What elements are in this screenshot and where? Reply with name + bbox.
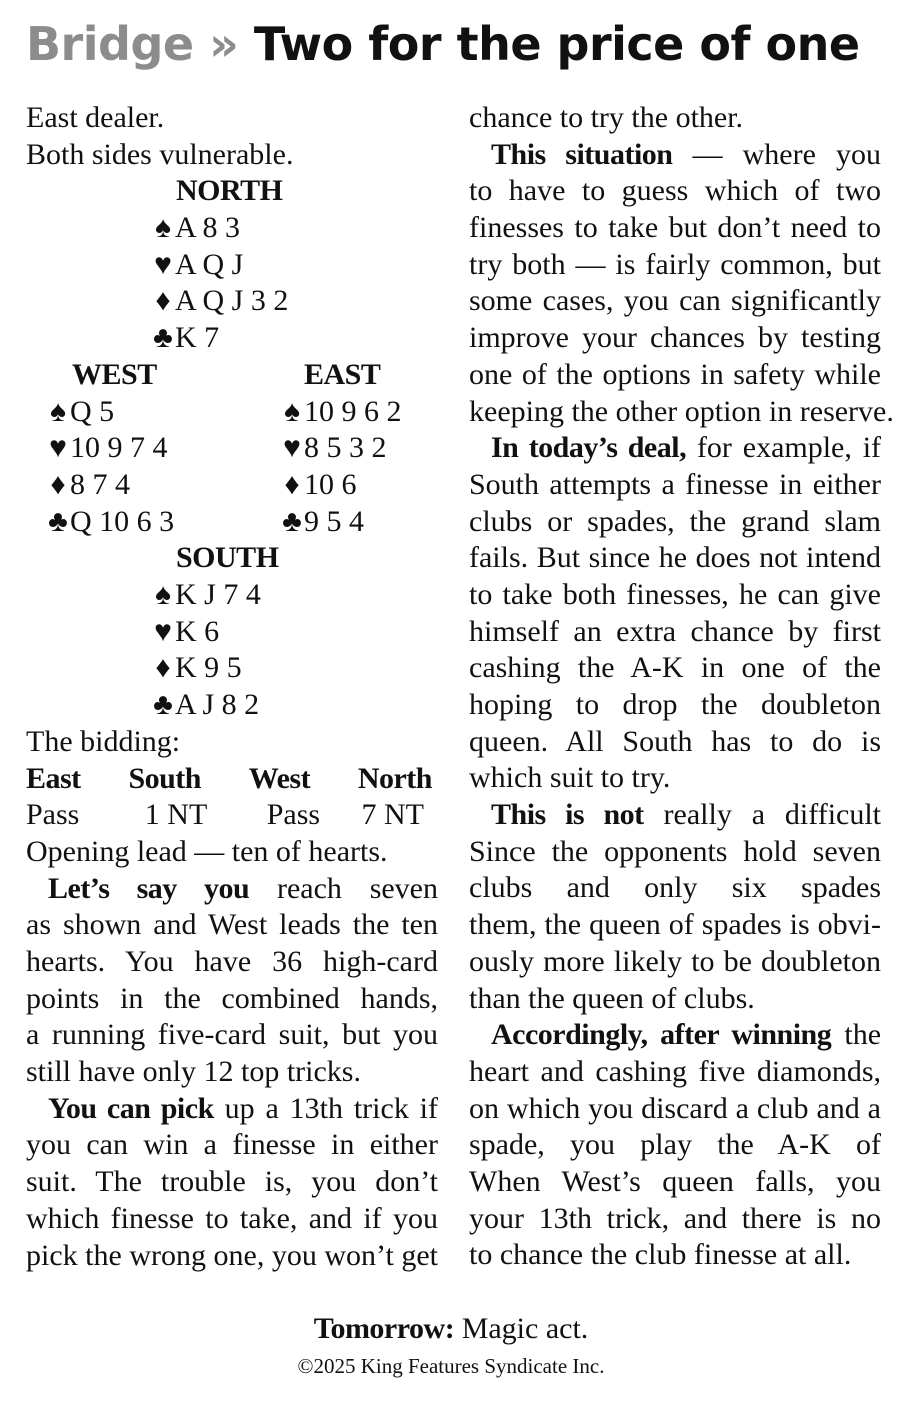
paragraph-line: as shown and West leads the ten [26, 908, 438, 942]
paragraph-lead: Accordingly, after winning [491, 1018, 832, 1052]
paragraph-line: This is not really a difficult [491, 798, 881, 832]
player-south: South [128, 761, 201, 795]
heart-icon: ♥ [49, 431, 67, 465]
page-title [26, 14, 886, 74]
club-icon: ♣ [153, 688, 173, 722]
south-spades: ♠ K J 7 4 [151, 577, 261, 614]
call-south: 1 NT [144, 798, 208, 832]
section-name: Bridge [26, 17, 194, 71]
west-label: WEST [72, 357, 157, 391]
bidding-heading: The bidding: [26, 724, 181, 758]
paragraph-line: queen. All South has to do is [469, 724, 881, 758]
bidding-players [26, 761, 438, 798]
spade-icon: ♠ [284, 394, 300, 428]
paragraph-line: fails. But since he does not intend [469, 541, 881, 575]
paragraph-line: to have to guess which of two [469, 174, 881, 208]
heart-icon: ♥ [154, 247, 172, 281]
paragraph-line: hearts. You have 36 high-card [26, 945, 438, 978]
paragraph-lead: This is not [491, 798, 644, 832]
right-column [469, 100, 894, 1274]
paragraph-line: a running five-card suit, but you [26, 1018, 438, 1052]
club-icon: ♣ [153, 321, 173, 355]
paragraph-line: pick the wrong one, you won’t get [26, 1238, 438, 1272]
paragraph-line: finesses to take but don’t need to [469, 211, 881, 245]
west-spades: ♠ Q 5 [46, 394, 114, 431]
east-hearts: ♥ 8 5 3 2 [280, 430, 387, 467]
paragraph-line: South attempts a finesse in either [469, 467, 881, 501]
left-column [26, 100, 438, 1274]
east-spades: ♠ 10 9 6 2 [280, 394, 402, 431]
spade-icon: ♠ [50, 394, 66, 428]
heart-icon: ♥ [154, 614, 172, 648]
paragraph-line: some cases, you can significantly [469, 284, 881, 318]
vulnerability-line: Both sides vulnerable. [26, 137, 294, 171]
diamond-icon: ♦ [155, 284, 171, 318]
paragraph-line: Let’s say you reach seven [48, 871, 438, 905]
paragraph-line: heart and cashing five diamonds, [469, 1054, 881, 1088]
copyright: ©2025 King Features Syndicate Inc. [297, 1354, 605, 1378]
paragraph-line: In today’s deal, for example, if [491, 431, 881, 465]
diamond-icon: ♦ [155, 651, 171, 685]
spade-icon: ♠ [155, 578, 171, 612]
paragraph-lead: You can pick [48, 1091, 214, 1125]
north-clubs: ♣K 7 [151, 320, 219, 357]
paragraph-lead: In today’s deal, [491, 431, 687, 465]
call-west: Pass [266, 798, 321, 832]
paragraph-line: chance to try the other. [469, 101, 744, 134]
call-north: 7 NT [361, 798, 424, 832]
paragraph-line: your 13th trick, and there is no [469, 1201, 881, 1235]
paragraph-line: one of the options in safety while [469, 357, 881, 391]
heart-icon: ♥ [283, 431, 301, 465]
paragraph-line: Since the opponents hold seven [469, 834, 881, 868]
paragraph-lead: Let’s say you [48, 871, 250, 905]
paragraph-line: them, the queen of spades is obvi- [469, 908, 881, 942]
south-hearts: ♥ K 6 [151, 614, 219, 651]
paragraph-line: to chance the club finesse at all. [469, 1238, 852, 1272]
paragraph-line: This situation — where you [491, 137, 881, 171]
paragraph-line: ously more likely to be doubleton [469, 944, 881, 978]
paragraph-line: spade, you play the A-K of [469, 1128, 881, 1162]
paragraph-line: to take both finesses, he can give [469, 577, 881, 611]
paragraph-line: cashing the A-K in one of the [469, 651, 881, 685]
call-east: Pass [26, 798, 80, 832]
paragraph-line: than the queen of clubs. [469, 981, 755, 1015]
north-spades: ♠ A 8 3 [151, 210, 240, 247]
paragraph-line: still have only 12 top tricks. [26, 1055, 361, 1089]
player-north: North [357, 761, 432, 795]
opening-lead: Opening lead — ten of hearts. [26, 834, 388, 868]
paragraph-line: points in the combined hands, [26, 981, 438, 1015]
headline: Two for the price of one [253, 17, 860, 71]
paragraph-line: improve your chances by testing [469, 321, 881, 355]
east-clubs: ♣9 5 4 [280, 504, 364, 541]
paragraph-line: you can win a finesse in either [26, 1128, 438, 1162]
west-diamonds: ♦ 8 7 4 [46, 467, 130, 504]
dealer-line: East dealer. [26, 101, 165, 134]
spade-icon: ♠ [155, 211, 171, 245]
west-clubs: ♣Q 10 6 3 [46, 504, 174, 541]
tomorrow-label: Tomorrow: [313, 1312, 455, 1345]
north-hearts: ♥ A Q J [151, 247, 243, 284]
paragraph-line: hoping to drop the doubleton [469, 688, 881, 721]
paragraph-line: clubs and only six spades [469, 871, 881, 905]
south-diamonds: ♦ K 9 5 [151, 650, 242, 687]
bidding-calls [26, 797, 438, 834]
south-clubs: ♣A J 8 2 [151, 687, 259, 724]
paragraph-line: Accordingly, after winning the [491, 1018, 881, 1052]
east-diamonds: ♦ 10 6 [280, 467, 357, 504]
paragraph-line: try both — is fairly common, but [469, 247, 881, 281]
east-label: EAST [304, 357, 381, 391]
paragraph-line: keeping the other option in reserve. [469, 394, 894, 428]
paragraph-line: When West’s queen falls, you [469, 1164, 881, 1198]
north-label: NORTH [176, 174, 283, 208]
player-east: East [26, 761, 81, 795]
club-icon: ♣ [48, 504, 68, 538]
deal-diagram [26, 173, 438, 724]
tomorrow-text: Magic act. [461, 1312, 589, 1345]
paragraph-lead: This situation [491, 137, 673, 171]
diamond-icon: ♦ [50, 467, 66, 501]
title-separator: » [209, 17, 239, 71]
paragraph-line: suit. The trouble is, you don’t [26, 1165, 438, 1199]
tomorrow-teaser [0, 1311, 902, 1347]
paragraph-line: clubs or spades, the grand slam [469, 504, 881, 538]
player-west: West [248, 761, 311, 795]
paragraph-line: which finesse to take, and if you [26, 1201, 438, 1235]
paragraph-line: You can pick up a 13th trick if [48, 1091, 438, 1125]
paragraph-line: which suit to try. [469, 761, 671, 795]
diamond-icon: ♦ [284, 467, 300, 501]
west-hearts: ♥ 10 9 7 4 [46, 430, 168, 467]
north-diamonds: ♦ A Q J 3 2 [151, 283, 288, 320]
paragraph-line: on which you discard a club and a [469, 1091, 881, 1125]
club-icon: ♣ [282, 504, 302, 538]
south-label: SOUTH [176, 541, 279, 575]
paragraph-line: himself an extra chance by first [469, 614, 881, 648]
